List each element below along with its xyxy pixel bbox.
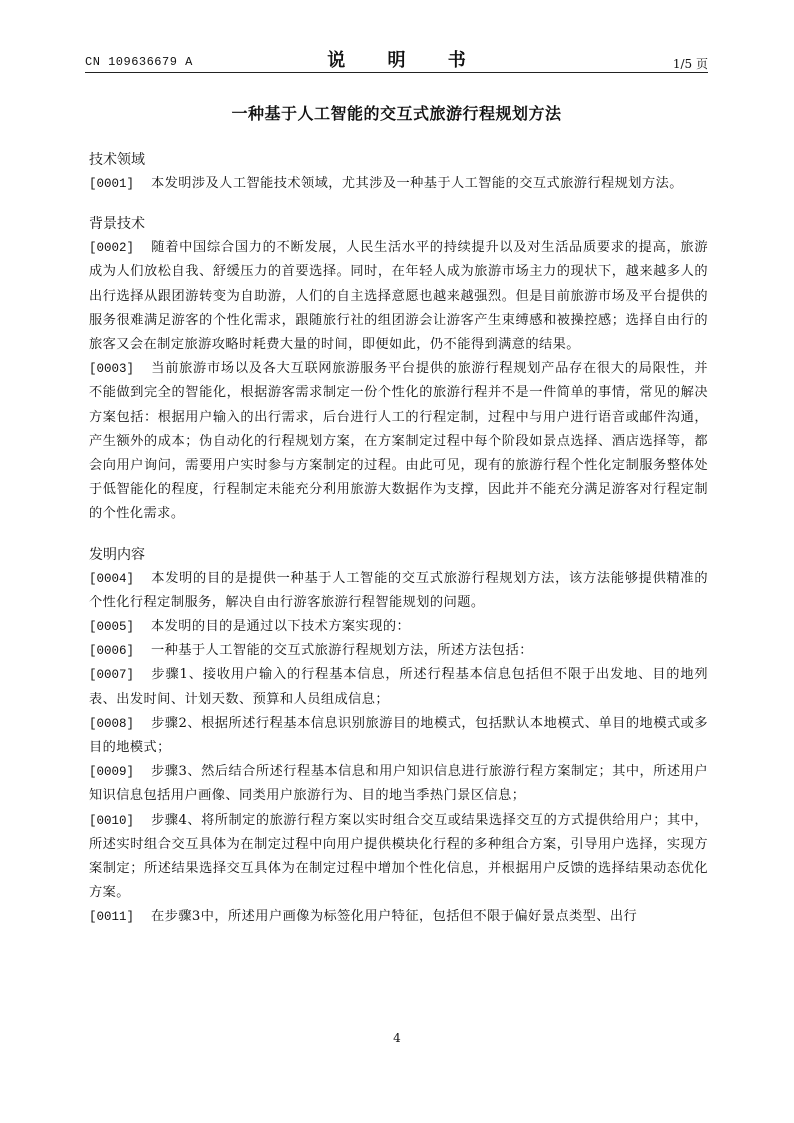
paragraph (89, 905, 708, 929)
section-background (89, 212, 708, 526)
section-summary (89, 543, 708, 930)
paragraph-text: 步骤4、将所制定的旅游行程方案以实时组合交互或结果选择交互的方式提供给用户；其中，所述实时组合交互具体为在制定过程中向用户提供模块化行程的多种组合方案，引导用户选择，实现方案制定；所述结果选择交互具体为在制定过程中增加个性化信息，并根据用户反馈的选择结果动态优化方案。 (89, 812, 708, 901)
paragraph (89, 615, 708, 639)
paragraph (89, 712, 708, 760)
paragraph (89, 567, 708, 615)
paragraph-number: [0004] (89, 571, 135, 586)
paragraph-number: [0001] (89, 177, 135, 191)
paragraph-number: [0003] (89, 362, 135, 377)
section-heading: 技术领域 (89, 152, 145, 168)
paragraph (89, 809, 708, 906)
paragraph-number: [0011] (89, 910, 135, 925)
paragraph-text: 本发明涉及人工智能技术领域，尤其涉及一种基于人工智能的交互式旅游行程规划方法。 (151, 176, 683, 191)
paragraph-number: [0007] (89, 668, 135, 683)
paragraph (89, 357, 708, 526)
paragraph (89, 639, 708, 663)
paragraph-number: [0010] (89, 813, 135, 828)
paragraph (89, 663, 708, 711)
paragraph-number: [0008] (89, 716, 135, 731)
paragraph-text: 本发明的目的是提供一种基于人工智能的交互式旅游行程规划方法，该方法能够提供精准的个性化行程定制服务，解决自由行游客旅游行程智能规划的问题。 (89, 570, 708, 610)
paragraph-text: 当前旅游市场以及各大互联网旅游服务平台提供的旅游行程规划产品存在很大的局限性，并不能做到完全的智能化，根据游客需求制定一份个性化的旅游行程并不是一件简单的事情，常见的解决方案包括：根据用户输入的出行需求，后台进行人工的行程定制，过程中与用户进行语音或邮件沟通，产生额外的成本；伪自动化的行程规划方案，在方案制定过程中每个阶段如景点选择、酒店选择等，都会向用户询问，需要用户实时参与方案制定的过程。由此可见，现有的旅游行程个性化定制服务整体处于低智能化的程度，行程制定未能充分利用旅游大数据作为支撑，因此并不能充分满足游客对行程定制的个性化需求。 (89, 361, 708, 522)
paragraph-number: [0005] (89, 620, 135, 635)
paragraph-text: 本发明的目的是通过以下技术方案实现的： (151, 619, 411, 635)
section-heading: 发明内容 (89, 546, 145, 563)
paragraph-text: 步骤3、然后结合所述行程基本信息和用户知识信息进行旅游行程方案制定；其中，所述用户知识信息包括用户画像、同类用户旅游行为、目的地当季热门景区信息； (89, 764, 708, 804)
section-heading: 背景技术 (89, 216, 145, 233)
header-rule (85, 72, 708, 73)
page-header (85, 44, 708, 72)
paragraph-number: [0009] (89, 765, 135, 780)
paragraph-number: [0002] (89, 241, 135, 256)
section-technical-field (89, 148, 708, 196)
page-number: 4 (393, 1031, 401, 1045)
document-title: 一种基于人工智能的交互式旅游行程规划方法 (231, 104, 562, 123)
document-type: 说 明 书 (327, 50, 484, 71)
paragraph (89, 172, 708, 196)
paragraph-text: 步骤2、根据所述行程基本信息识别旅游目的地模式，包括默认本地模式、单目的地模式或多目的地模式； (89, 715, 708, 756)
paragraph-number: [0006] (89, 644, 135, 659)
paragraph-text: 步骤1、接收用户输入的行程基本信息，所述行程基本信息包括但不限于出发地、目的地列表、出发时间、计划天数、预算和人员组成信息； (89, 667, 708, 707)
publication-number: CN 109636679 A (85, 55, 193, 69)
document-body (89, 148, 708, 930)
paragraph-text: 随着中国综合国力的不断发展，人民生活水平的持续提升以及对生活品质要求的提高，旅游成为人们放松自我、舒缓压力的首要选择。同时，在年轻人成为旅游市场主力的现状下，越来越多人的出行选择从跟团游转变为自助游，人们的自主选择意愿也越来越强烈。但是目前旅游市场及平台提供的服务很难满足游客的个性化需求，跟随旅行社的组团游会让游客产生束缚感和被操控感；选择自由行的旅客又会在制定旅游攻略时耗费大量的时间，即便如此，仍不能得到满意的结果。 (89, 240, 708, 353)
paragraph-text: 在步骤3中，所述用户画像为标签化用户特征，包括但不限于偏好景点类型、出行 (151, 909, 638, 925)
paragraph (89, 236, 708, 357)
paragraph-text: 一种基于人工智能的交互式旅游行程规划方法，所述方法包括： (151, 643, 533, 659)
page-indicator: 1/5 页 (672, 57, 708, 71)
paragraph (89, 760, 708, 808)
